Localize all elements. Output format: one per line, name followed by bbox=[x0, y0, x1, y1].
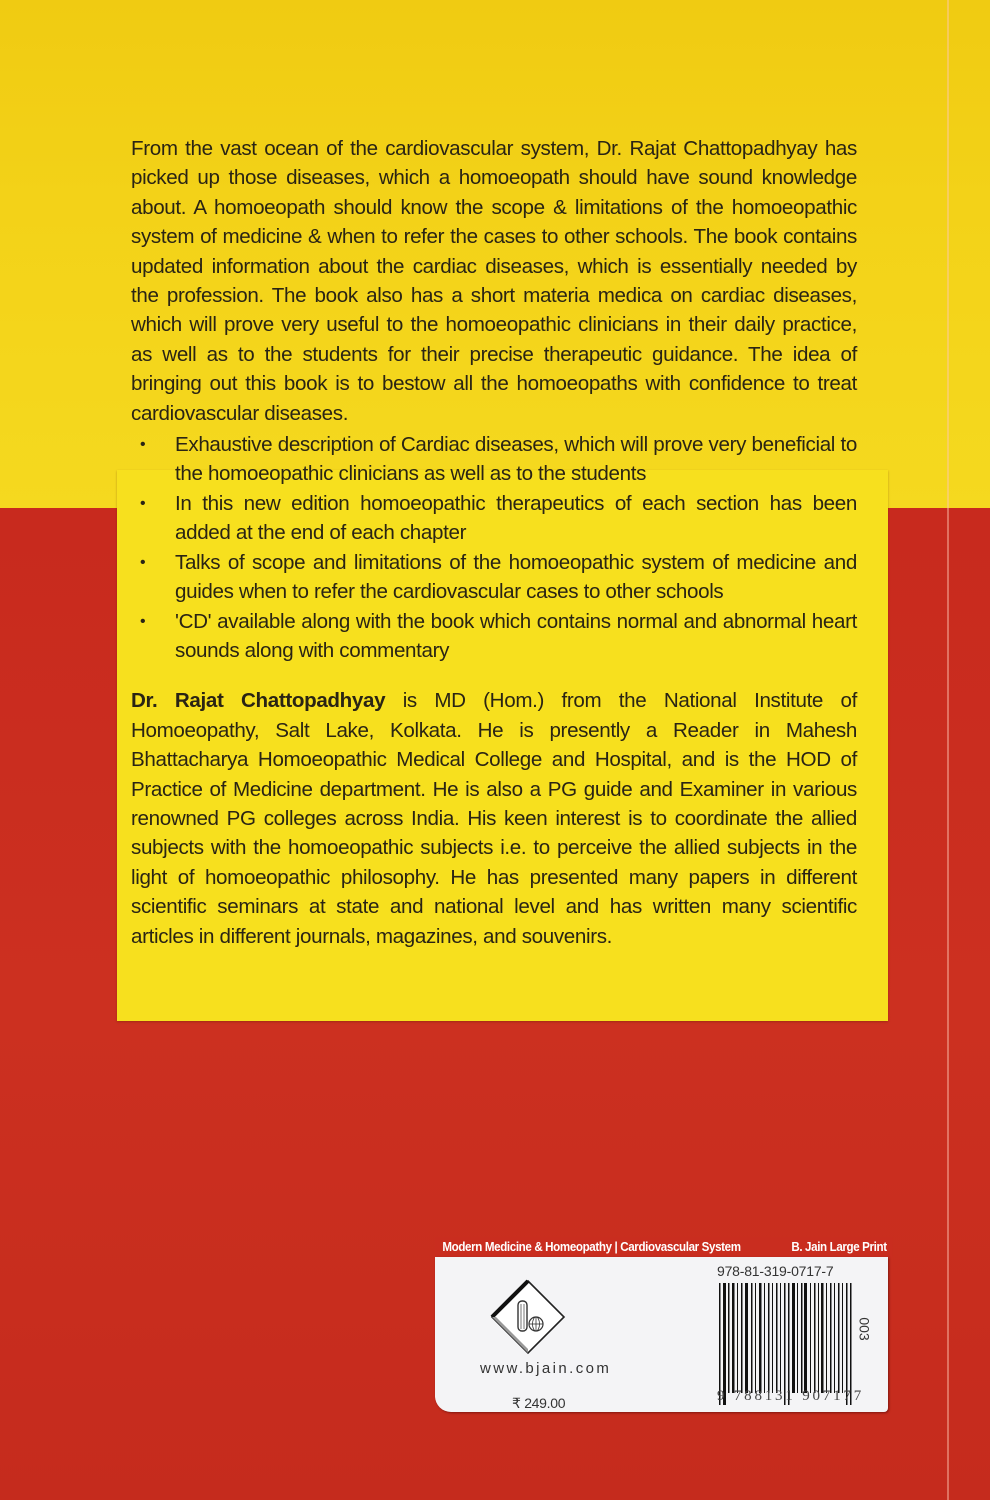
series-title: Modern Medicine & Homeopathy | Cardiovascular System bbox=[442, 1240, 741, 1254]
feature-text: 'CD' available along with the book which contains normal and abnormal heart sounds along with commentary bbox=[175, 609, 857, 662]
feature-item bbox=[131, 548, 857, 607]
bullet-icon: • bbox=[140, 612, 146, 630]
bullet-icon: • bbox=[140, 494, 146, 512]
spine-fold-line bbox=[947, 0, 949, 1500]
feature-list bbox=[131, 430, 857, 665]
feature-item bbox=[131, 607, 857, 666]
author-bio-text: is MD (Hom.) from the National Institute of Homoeopathy, Salt Lake, Kolkata. He is presently a Reader in Mahesh Bhattacharya Homoeopathic Medical College and Hospital, and is the HOD of Practice of Medicine department. He is also a PG guide and Examiner in various renowned PG colleges across India. His keen interest is to coordinate the allied subjects with the homoeopathic subjects i.e. to perceive the allied subjects in the light of homoeopathic philosophy. He has presented many papers in different scientific seminars at state and national level and has written many scientific articles in different journals, magazines, and souvenirs. bbox=[131, 689, 857, 948]
bjain-logo-icon bbox=[488, 1277, 568, 1357]
feature-text: Talks of scope and limitations of the homoeopathic system of medicine and guides when to refer the cardiovascular cases to other schools bbox=[175, 550, 857, 604]
publisher-website: www.bjain.com bbox=[480, 1360, 612, 1377]
bullet-icon: • bbox=[140, 553, 146, 571]
barcode-icon bbox=[717, 1283, 857, 1405]
label-body bbox=[435, 1257, 888, 1412]
label-header bbox=[435, 1237, 892, 1257]
feature-text: Exhaustive description of Cardiac diseases, which will prove very beneficial to the homoeopathic clinicians as well as to the students bbox=[175, 433, 857, 486]
author-bio bbox=[131, 686, 857, 951]
feature-text: In this new edition homoeopathic therapeutics of each section has been added at the end of each chapter bbox=[175, 491, 857, 545]
feature-item bbox=[131, 489, 857, 548]
back-cover-text bbox=[131, 134, 857, 951]
author-name: Dr. Rajat Chattopadhyay bbox=[131, 689, 386, 713]
feature-item bbox=[131, 430, 857, 489]
isbn-number: 978-81-319-0717-7 bbox=[717, 1263, 834, 1279]
price: ₹ 249.00 bbox=[512, 1395, 566, 1411]
barcode-digits: 9 788131 907177 bbox=[717, 1388, 864, 1404]
addon-code: 003 bbox=[856, 1317, 873, 1341]
bullet-icon: • bbox=[140, 436, 146, 454]
imprint-name: B. Jain Large Print bbox=[791, 1240, 887, 1254]
intro-paragraph: From the vast ocean of the cardiovascular system, Dr. Rajat Chattopadhyay has picked up those diseases, which a homoeopath should have sound knowledge about. A homoeopath should know the scope & limitations of the homoeopathic system of medicine & when to refer the cases to other schools. The book contains updated information about the cardiac diseases, which is essentially needed by the profession. The book also has a short materia medica on cardiac diseases, which will prove very useful to the homoeopathic clinicians in their daily practice, as well as to the students for their precise therapeutic guidance. The idea of bringing out this book is to bestow all the homoeopaths with confidence to treat cardiovascular diseases. bbox=[131, 137, 857, 425]
publisher-label bbox=[435, 1237, 893, 1412]
